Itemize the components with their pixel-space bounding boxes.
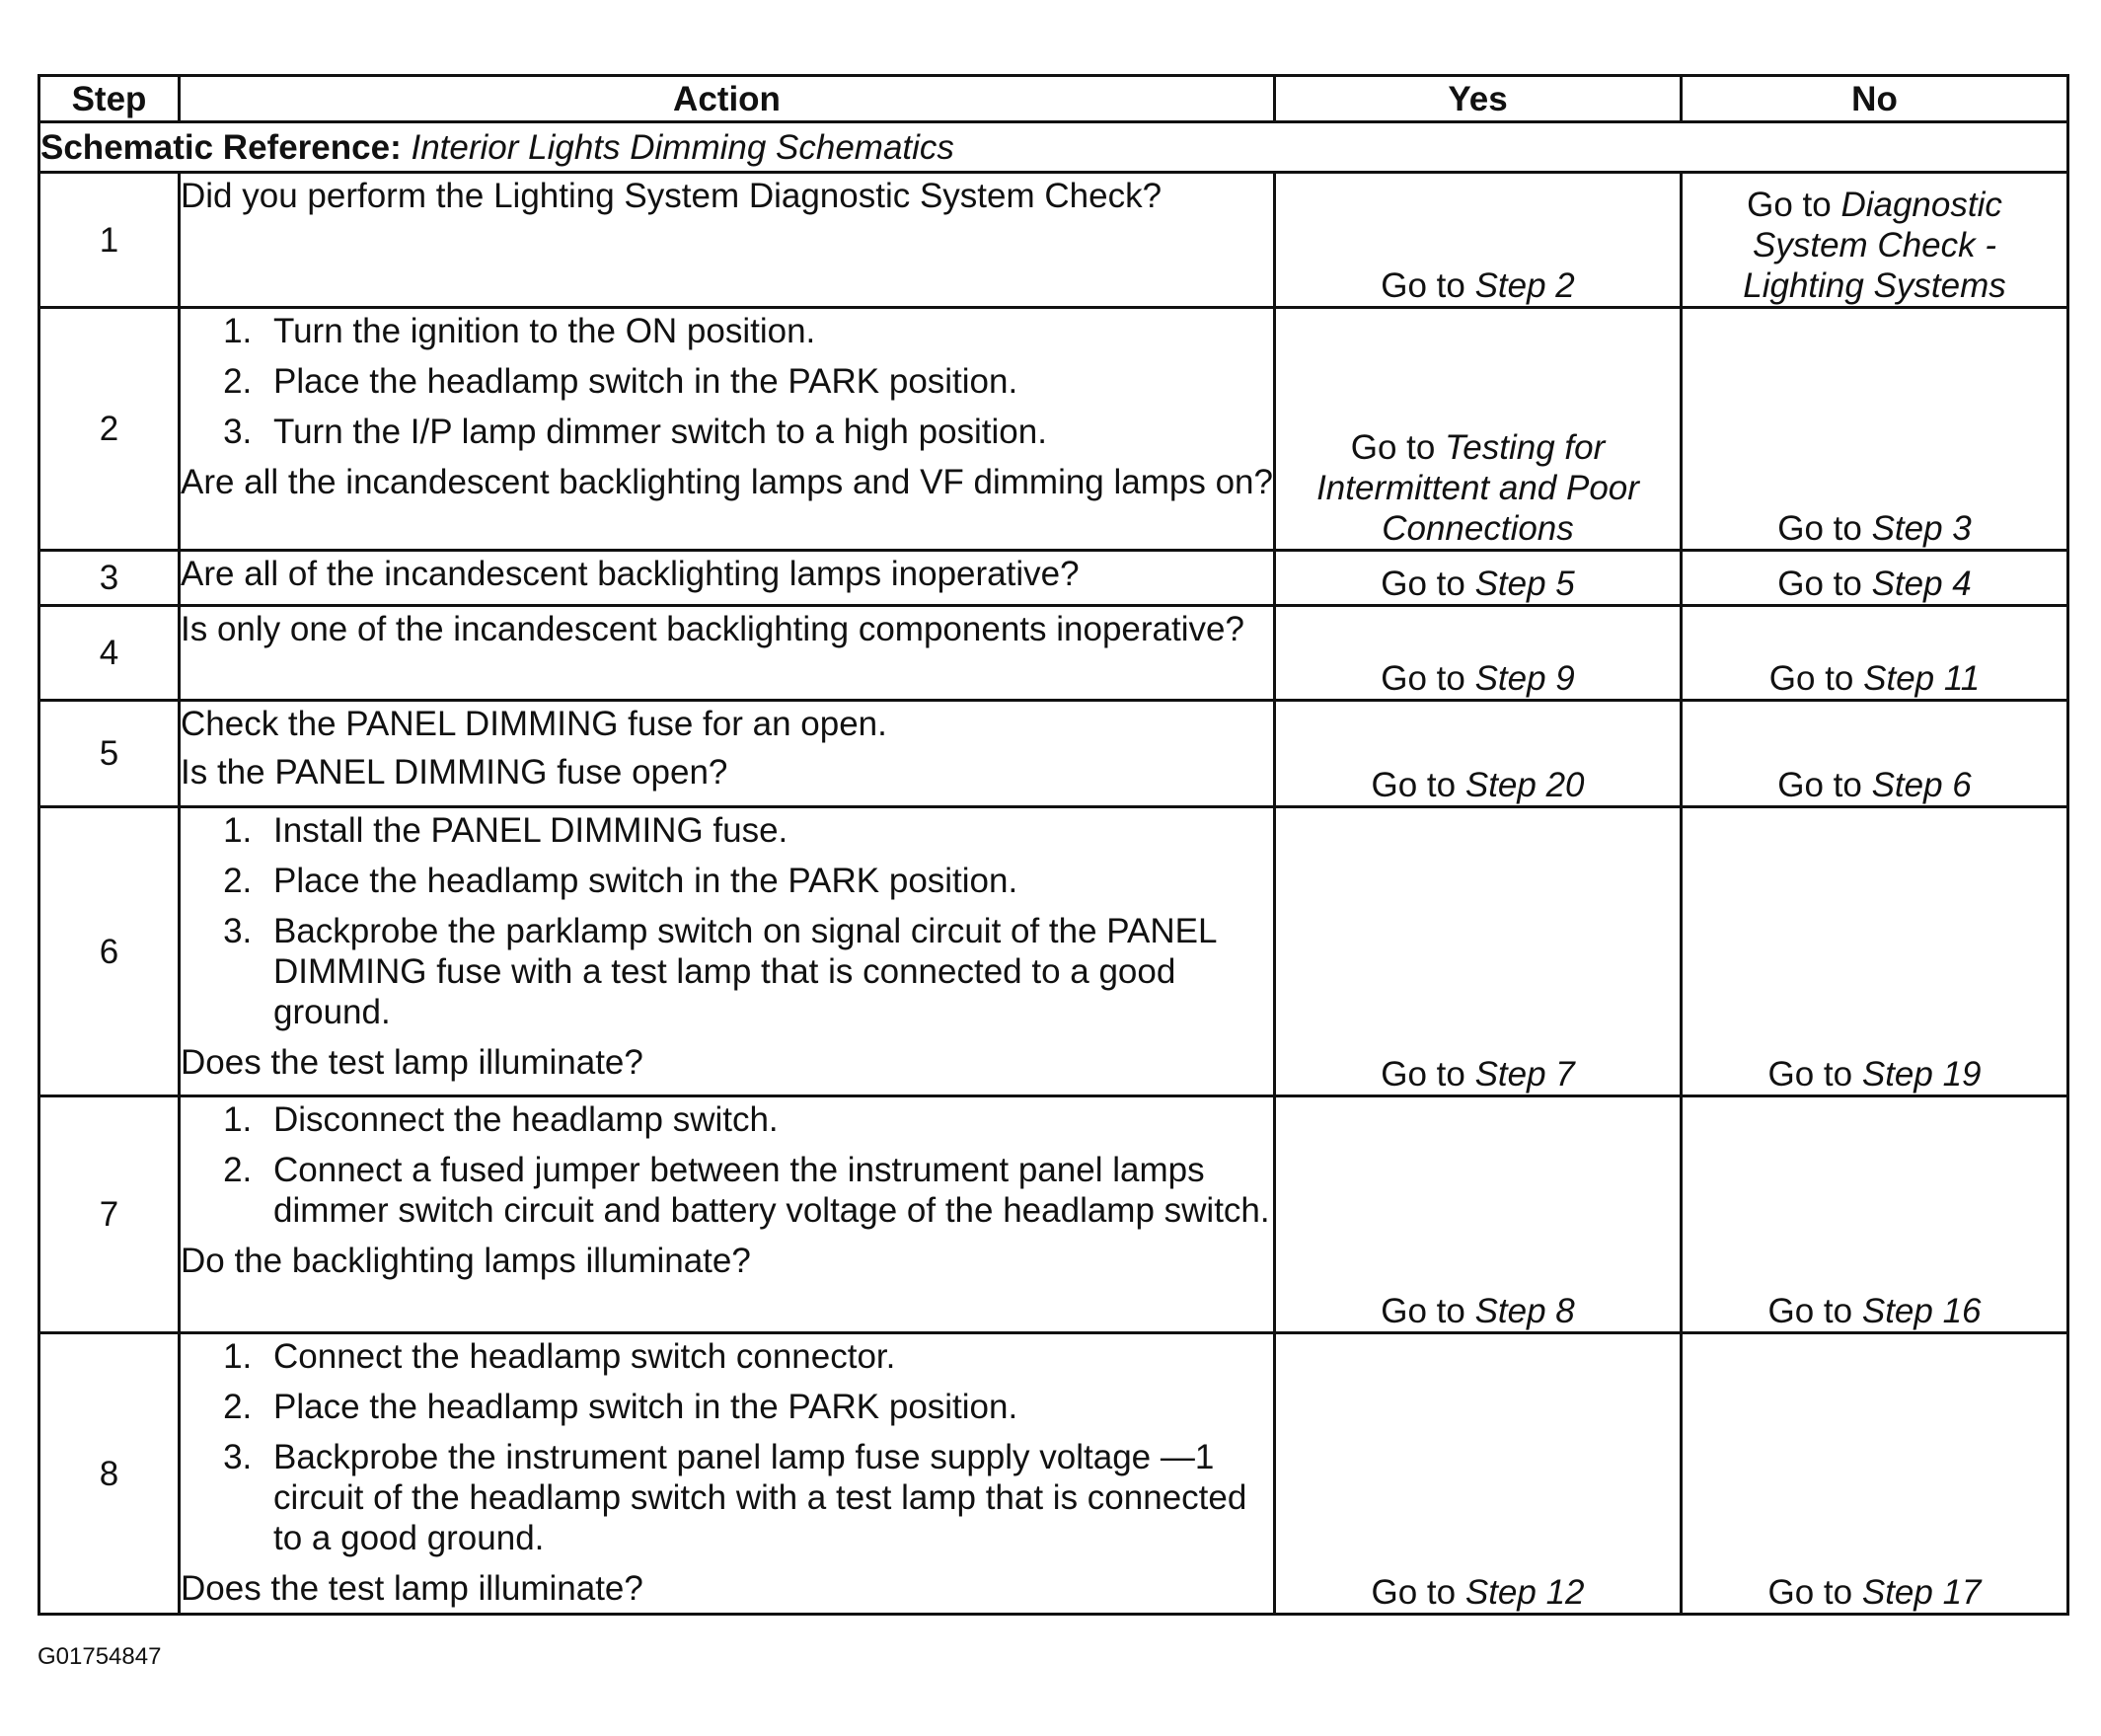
- goto-target: Step 7: [1474, 1055, 1575, 1094]
- goto-prefix: Go to: [1381, 659, 1465, 698]
- action-cell: [180, 308, 1275, 551]
- step-number: 5: [39, 701, 180, 807]
- goto-prefix: Go to: [1381, 565, 1465, 603]
- schematic-reference-row: [39, 122, 2068, 173]
- no-cell: [1682, 308, 2068, 551]
- step-number: 1: [39, 173, 180, 308]
- goto-target: Step 5: [1474, 565, 1575, 603]
- goto-target-line-2: Intermittent and Poor: [1316, 469, 1639, 507]
- goto-prefix: Go to: [1767, 1055, 1853, 1094]
- goto-target: Diagnostic: [1840, 186, 2002, 224]
- step-number: 8: [39, 1333, 180, 1615]
- figure-id: G01754847: [38, 1643, 162, 1670]
- yes-cell: [1275, 701, 1682, 807]
- yes-cell: [1275, 1333, 1682, 1615]
- action-cell: [180, 1333, 1275, 1615]
- substep-item: 1. Install the PANEL DIMMING fuse.: [262, 810, 1273, 851]
- goto-target: Step 8: [1474, 1292, 1575, 1330]
- substep-list: [181, 1336, 1273, 1558]
- no-cell: [1682, 1096, 2068, 1333]
- goto-prefix: Go to: [1768, 659, 1854, 698]
- table-row: [39, 1333, 2068, 1615]
- no-cell: [1682, 807, 2068, 1096]
- column-header-no: No: [1682, 76, 2068, 122]
- column-header-yes: Yes: [1275, 76, 1682, 122]
- goto-target: Step 19: [1861, 1055, 1982, 1094]
- table-row: [39, 1096, 2068, 1333]
- goto-target-line-3: Connections: [1382, 509, 1574, 548]
- substep-item: 3. Backprobe the parklamp switch on signal circuit of the PANEL DIMMING fuse with a test lamp that is connected to a good ground.: [262, 911, 1273, 1032]
- goto-target: Step 2: [1474, 266, 1575, 305]
- no-cell: [1682, 173, 2068, 308]
- goto-target: Step 16: [1861, 1292, 1982, 1330]
- substep-list: [181, 311, 1273, 452]
- goto-prefix: Go to: [1777, 565, 1862, 603]
- goto-target: Step 17: [1861, 1573, 1982, 1612]
- diagnostic-table: [38, 74, 2069, 1616]
- substep-item: 1. Connect the headlamp switch connector.: [262, 1336, 1273, 1377]
- action-question: Are all the incandescent backlighting lamps and VF dimming lamps on?: [181, 463, 1273, 501]
- goto-target: Step 9: [1474, 659, 1575, 698]
- action-instruction: Check the PANEL DIMMING fuse for an open.: [181, 705, 887, 743]
- substep-list: [181, 1099, 1273, 1231]
- table-row: [39, 308, 2068, 551]
- table-row: [39, 807, 2068, 1096]
- goto-prefix: Go to: [1381, 1055, 1465, 1094]
- substep-item: 2. Place the headlamp switch in the PARK position.: [262, 361, 1273, 402]
- schematic-reference-label: Schematic Reference:: [40, 127, 402, 167]
- action-cell: [180, 1096, 1275, 1333]
- action-cell: [180, 173, 1275, 308]
- goto-prefix: Go to: [1371, 766, 1457, 804]
- column-header-action: Action: [180, 76, 1275, 122]
- goto-prefix: Go to: [1767, 1573, 1853, 1612]
- action-question: Is the PANEL DIMMING fuse open?: [181, 753, 728, 792]
- header-row: [39, 76, 2068, 122]
- action-question: Does the test lamp illuminate?: [181, 1043, 643, 1082]
- step-number: 4: [39, 606, 180, 701]
- step-number: 6: [39, 807, 180, 1096]
- action-question: Did you perform the Lighting System Diagnostic System Check?: [181, 177, 1163, 215]
- goto-target: Step 20: [1464, 766, 1585, 804]
- goto-prefix: Go to: [1381, 1292, 1465, 1330]
- yes-cell: [1275, 551, 1682, 606]
- substep-item: 3. Backprobe the instrument panel lamp fuse supply voltage —1 circuit of the headlamp switch with a test lamp that is connected to a good ground.: [262, 1437, 1273, 1558]
- action-question: Does the test lamp illuminate?: [181, 1569, 643, 1608]
- substep-item: 1. Turn the ignition to the ON position.: [262, 311, 1273, 351]
- schematic-reference: [39, 122, 2068, 173]
- goto-prefix: Go to: [1777, 509, 1862, 548]
- action-cell: [180, 551, 1275, 606]
- schematic-reference-value: Interior Lights Dimming Schematics: [411, 127, 954, 167]
- goto-target: Step 12: [1464, 1573, 1585, 1612]
- yes-cell: [1275, 173, 1682, 308]
- action-question: Are all of the incandescent backlighting lamps inoperative?: [181, 555, 1080, 593]
- no-cell: [1682, 606, 2068, 701]
- substep-item: 1. Disconnect the headlamp switch.: [262, 1099, 1273, 1140]
- column-header-step: Step: [39, 76, 180, 122]
- step-number: 2: [39, 308, 180, 551]
- step-number: 3: [39, 551, 180, 606]
- goto-target: Testing for: [1445, 428, 1606, 467]
- table-row: [39, 606, 2068, 701]
- substep-item: 3. Turn the I/P lamp dimmer switch to a high position.: [262, 412, 1273, 452]
- step-number: 7: [39, 1096, 180, 1333]
- substep-item: 2. Connect a fused jumper between the instrument panel lamps dimmer switch circuit and battery voltage of the headlamp switch.: [262, 1150, 1273, 1231]
- goto-prefix: Go to: [1350, 428, 1436, 467]
- substep-item: 2. Place the headlamp switch in the PARK position.: [262, 1387, 1273, 1427]
- goto-prefix: Go to: [1381, 266, 1465, 305]
- no-cell: [1682, 701, 2068, 807]
- goto-target: Step 3: [1871, 509, 1972, 548]
- goto-prefix: Go to: [1371, 1573, 1457, 1612]
- substep-list: [181, 810, 1273, 1032]
- action-cell: [180, 807, 1275, 1096]
- table-row: [39, 551, 2068, 606]
- table-row: [39, 701, 2068, 807]
- table-row: [39, 173, 2068, 308]
- yes-cell: [1275, 308, 1682, 551]
- action-question: Do the backlighting lamps illuminate?: [181, 1242, 751, 1280]
- action-cell: [180, 701, 1275, 807]
- goto-target-line-3: Lighting Systems: [1743, 266, 2006, 305]
- yes-cell: [1275, 1096, 1682, 1333]
- no-cell: [1682, 1333, 2068, 1615]
- substep-item: 2. Place the headlamp switch in the PARK position.: [262, 861, 1273, 901]
- action-cell: [180, 606, 1275, 701]
- goto-prefix: Go to: [1767, 1292, 1853, 1330]
- goto-target: Step 4: [1871, 565, 1972, 603]
- goto-prefix: Go to: [1777, 766, 1862, 804]
- goto-target: Step 11: [1863, 659, 1981, 698]
- yes-cell: [1275, 807, 1682, 1096]
- goto-prefix: Go to: [1747, 186, 1832, 224]
- no-cell: [1682, 551, 2068, 606]
- action-question: Is only one of the incandescent backlighting components inoperative?: [181, 610, 1244, 648]
- yes-cell: [1275, 606, 1682, 701]
- goto-target: Step 6: [1871, 766, 1972, 804]
- goto-target-line-2: System Check -: [1753, 226, 1996, 264]
